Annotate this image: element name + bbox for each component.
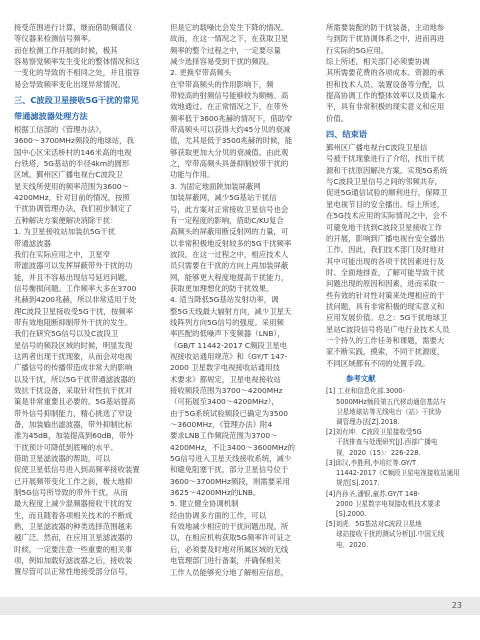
paragraph-line: 信号衡损问题。工作频率大多在3700 bbox=[14, 283, 137, 293]
paragraph-line: 带较高的射频信号能够较为顺畅、高 bbox=[170, 91, 289, 101]
paragraph-line: 促使卫星低信号进入到高频率接收装置 bbox=[14, 465, 140, 475]
paragraph-line: 容易察觉频率发生变化的整体情况和这 bbox=[14, 57, 140, 67]
paragraph-line: 频率低于3600兆赫的情况下，借助窄 bbox=[170, 113, 293, 123]
paragraph-line: 扰问题，具有非常积极的现实意义和 bbox=[326, 301, 445, 311]
paragraph-line: 能，并且不容易出现信号延迟问题， bbox=[14, 272, 133, 282]
paragraph-line: 但是它的载噪比会发生下降的情况。 bbox=[170, 23, 289, 32]
footer-bar bbox=[0, 597, 480, 615]
paragraph-line: 和避免阻塞干扰，部分卫星信号位于 bbox=[170, 465, 289, 475]
paragraph-line: 鄞州区广播电视台C波段卫星信 bbox=[326, 143, 428, 153]
paragraph-line: 已开展频带变化工作之前，极大地抑 bbox=[14, 476, 133, 486]
paragraph-line: 些有效的针对性对策来处理相应的干 bbox=[326, 290, 445, 300]
paragraph-line: 频率的整个过程之中，一定要尽量 bbox=[170, 45, 281, 55]
paragraph-line: 星电视节目的安全播出。综上所述， bbox=[326, 199, 445, 209]
paragraph-line: 担和技术人员、装置设备等分配，以 bbox=[326, 79, 445, 89]
paragraph-line: ～3600MHz，《管理办法》附4 bbox=[170, 420, 273, 430]
paragraph-line: 问题出现的原因和因素，进而采取一 bbox=[326, 279, 445, 289]
paragraph-line: （可拓展至3400～4200MHz）， bbox=[170, 397, 279, 407]
paragraph-line: 带通滤波器 bbox=[14, 238, 51, 248]
reference-line: [3]邱汉,李胜利,李培红等.GY/T bbox=[326, 458, 417, 467]
paragraph-line: 号，此方案对正常接收卫星信号也会 bbox=[170, 204, 289, 214]
reference-line: 电．2020. bbox=[336, 540, 369, 549]
paragraph-line: 促进5G通信试验的顺利进行，保障卫 bbox=[326, 188, 448, 198]
paragraph-line: 干扰预计可降低到底噪的水平。 bbox=[14, 442, 118, 452]
reference-line: [4]肖孙圣,潘银,童苏.GY/T 148- bbox=[326, 489, 420, 498]
paragraph-line: 带高频头可以获得大约45分贝的衰减 bbox=[170, 125, 291, 135]
reference-line: 卫星地球站等无线电台（站）干扰协 bbox=[336, 407, 442, 416]
paragraph-line: 五种解决方案便解决消除干扰： bbox=[14, 215, 118, 225]
paragraph-line: 时、全面地排查，了解可能导致干扰 bbox=[326, 267, 445, 277]
paragraph-line: 借助卫星滤波器的帮助，可以 bbox=[14, 454, 111, 464]
paragraph-line: 以，在相应机构获取5G频率许可证之 bbox=[170, 533, 292, 543]
paragraph-line: 时候，一定要注意一些重要的相关事 bbox=[14, 544, 133, 554]
paragraph-line: 以及干扰，所以5G干扰带通滤波器的 bbox=[14, 374, 136, 384]
paragraph-line: 在5G技术应用的实际情况之中，会不 bbox=[326, 211, 448, 221]
paragraph-line: 功能与作用。 bbox=[170, 170, 215, 180]
paragraph-line: 干扰协调管理办法，我们初步制定了 bbox=[14, 204, 133, 214]
section-heading: 四、结束语 bbox=[326, 129, 367, 140]
paragraph-line: 一个持久的工作任务和课题，需要大 bbox=[326, 335, 445, 345]
paragraph-line: 台铁塔，5G基站的半径4km的圆形 bbox=[14, 159, 130, 169]
paragraph-line: 术要求》都规定，卫星电视接收站 bbox=[170, 374, 281, 384]
paragraph-line: 源和干扰原因解决方案。实现5G系统 bbox=[326, 165, 448, 175]
reference-line: 规范[S].2017. bbox=[336, 479, 380, 488]
paragraph-line: 带滤波器可以发挥屏蔽带外干扰的功 bbox=[14, 261, 133, 271]
reference-line: 视．2020（15）：226-228. bbox=[336, 448, 421, 457]
paragraph-line: 置尽管可以正常性地接受部分信号， bbox=[14, 567, 133, 577]
paragraph-line: 在窄带高频头的作用影响下，频 bbox=[170, 79, 274, 89]
paragraph-line: 3625～4200MHz的LNB。 bbox=[170, 488, 261, 498]
paragraph-line: 效地通过。在正常情况之下，在带外 bbox=[170, 102, 289, 112]
paragraph-line: 线阵列方向5G信号的强度。采用频 bbox=[170, 317, 284, 327]
paragraph-line: 越广泛。然而，在应用卫星滤波器的 bbox=[14, 533, 133, 543]
paragraph-line: 所需要装配的防干扰装备，主动地参 bbox=[326, 23, 445, 32]
reference-line: [1] 工业和信息化部.3000- bbox=[326, 387, 405, 396]
paragraph-line: 根据工信部的《管理办法》， bbox=[14, 125, 107, 135]
paragraph-line: 要求LNB工作频段范围为3700～ bbox=[170, 431, 278, 441]
paragraph-line: 家不断实践，摸索，不同干扰源度， bbox=[326, 347, 445, 357]
paragraph-line: 3600～3700MHz频段的地球站，我 bbox=[14, 136, 134, 146]
paragraph-line: 效抗干扰设备，采取针对性抗干扰对 bbox=[14, 385, 133, 395]
paragraph-line: 《GB/T 11442-2017 C频段卫星电 bbox=[170, 340, 287, 350]
paragraph-line: 理C波段卫星接收受5G干扰，按频率 bbox=[14, 306, 134, 316]
paragraph-line: 后，必须要及时地对所属区域的无线 bbox=[170, 544, 289, 554]
reference-line: 5000MHz频段第五代移动通信基站与 bbox=[336, 397, 447, 406]
reference-line: [5]刘虎．5G基站对C波段卫星地 bbox=[326, 520, 422, 529]
paragraph-line: 一变化的导致的不相同之处，并且很容 bbox=[14, 68, 140, 78]
paragraph-line: 项，例如加载好滤波器之后，接收装 bbox=[14, 556, 133, 566]
paragraph-line: 4. 适当降低5G基站发射功率，调 bbox=[170, 295, 279, 305]
paragraph-line: 的开展，影响到广播电视台安全播出 bbox=[326, 233, 445, 243]
paragraph-line: 可避免地干扰到C波段卫星接收工作 bbox=[326, 222, 443, 232]
section-heading: 带通滤波器处理方法 bbox=[14, 111, 88, 122]
paragraph-line: 我们在实际应用之中，卫星窄 bbox=[14, 249, 111, 259]
paragraph-line: 备，加装输出滤波器，带外抑制比标 bbox=[14, 420, 133, 429]
paragraph-line: 电管理部门进行备案，并确保相关 bbox=[170, 556, 281, 566]
paragraph-line: 带外信号抑制能力，精心挑选了窄设 bbox=[14, 408, 133, 418]
paragraph-line: 生，而且随着各项相关技术的不断成 bbox=[14, 510, 133, 520]
paragraph-line: 星天线所使用的频率范围为3600～ bbox=[14, 181, 129, 191]
paragraph-line: 我们在研究5G信号以及C波段卫 bbox=[14, 329, 119, 339]
paragraph-line: 而在检测工作开展的时候，极其 bbox=[14, 45, 118, 55]
paragraph-line: 广播信号的传播带造成非常大的影响 bbox=[14, 363, 133, 373]
paragraph-line: 兆赫到4200兆赫，所以非常适用于处 bbox=[14, 295, 137, 305]
reference-line: 球站接收干扰的测试分析[J].中国无线 bbox=[336, 530, 445, 539]
paragraph-line: 4200MHz，针对目前的情况，按照 bbox=[14, 193, 130, 203]
paragraph-line: 5G信号进入卫星天线接收系统，减少 bbox=[170, 454, 292, 464]
paragraph-line: 之，窄带高频头具备抑制较带干扰的 bbox=[170, 159, 289, 169]
paragraph-line: 视接收站通用规范》和《GY/T 147- bbox=[170, 351, 288, 361]
reference-line: 调管理办法[Z].2018. bbox=[336, 418, 400, 427]
paragraph-line: 减少选择容易受到干扰的频段。 bbox=[170, 57, 274, 67]
paragraph-line: 获取更加理想化的防干扰效果。 bbox=[170, 283, 274, 293]
paragraph-line: 制5G信号所导致的带外干扰，从而 bbox=[14, 488, 128, 498]
paragraph-line: 5. 建立健全协调机制 bbox=[170, 499, 239, 509]
paragraph-line: 最大程度上减少混频器接收干扰的发 bbox=[14, 499, 133, 509]
paragraph-line: 接收频段范围为3700～4200MHz bbox=[170, 386, 283, 395]
paragraph-line: 号被干扰现象进行了介绍，找出干扰 bbox=[326, 154, 445, 164]
paragraph-line: 应用发展价值。总之：5G干扰地球卫 bbox=[326, 313, 448, 323]
column-right bbox=[326, 22, 469, 550]
paragraph-line: 工作。因此，我们技术部门及时地对 bbox=[326, 245, 445, 255]
paragraph-line: 有一定程度的影响，借助C/KU复合 bbox=[170, 215, 284, 225]
paragraph-line: 员只需要在干扰的方向上再加装屏蔽 bbox=[170, 261, 289, 271]
reference-line: 2000 卫星数字电视接收机技术要求 bbox=[336, 499, 441, 508]
reference-line: 干扰排查与处理研究[J].西部广播电 bbox=[336, 438, 438, 447]
paragraph-line: 区域。鄞州区广播电视台C波段卫 bbox=[14, 170, 123, 180]
paragraph-line: 高频头的屏蔽用断反射网的力量，可 bbox=[170, 227, 289, 237]
references-heading: 参考文献 bbox=[346, 373, 376, 383]
paragraph-line: 不同区域都有不同的处置手段。 bbox=[326, 358, 430, 368]
reference-line: [S].2000. bbox=[336, 509, 367, 518]
paragraph-line: 星信号的频段区域的时候，明显发现 bbox=[14, 340, 133, 350]
paragraph-line: 行实际的5G应用。 bbox=[326, 45, 389, 55]
paragraph-line: 网，能够更大程度地提高干扰能力， bbox=[170, 272, 289, 282]
section-heading: 三、C波段卫星接收5G干扰的常见 bbox=[14, 95, 139, 106]
column-middle bbox=[170, 22, 313, 578]
paragraph-line: 1. 为卫星接收站加装抗5G干扰 bbox=[14, 227, 116, 237]
paragraph-line: 经由协调多方面的工作，可以 bbox=[170, 510, 267, 520]
paragraph-line: 4200MHz，不让3400～3600MHz的 bbox=[170, 442, 296, 452]
reference-line: 11442-2017《C频段卫星电视接收站通用 bbox=[336, 469, 460, 478]
paragraph-line: 提高协调工作的整体效率以及质量水 bbox=[326, 91, 445, 101]
reference-line: [2]刘有坤．C波段卫星接收受5G bbox=[326, 428, 422, 437]
paragraph-line: 加装屏蔽网，减少5G基站干扰信 bbox=[170, 193, 277, 203]
paragraph-line: 3. 为固定地面陕加装屏蔽网 bbox=[170, 181, 261, 191]
paragraph-line: 星站C波段信号将是广电行业技术人员 bbox=[326, 324, 450, 334]
paragraph-line: 综上所述，相关部门必须要协调 bbox=[326, 57, 430, 67]
paragraph-line: 其所需要花费的各项成本、资源的承 bbox=[326, 68, 445, 78]
paragraph-line: 与C波段卫星信号之间的邻频共存， bbox=[326, 177, 443, 187]
paragraph-line: 带有效地阻断抑制带外干扰的发生。 bbox=[14, 317, 133, 327]
column-left bbox=[14, 22, 157, 578]
paragraph-line: 平，具有非常积极的现实意义和应用 bbox=[326, 102, 445, 112]
paragraph-line: 等仪器来检测信号频率。 bbox=[14, 34, 96, 44]
paragraph-line: 2000 卫星数字电视接收站通用技 bbox=[170, 363, 280, 373]
paragraph-line: 整5G天线最大辐射方向，减少卫星天 bbox=[170, 306, 292, 316]
paragraph-line: 易会导致频率变化出现异常情况。 bbox=[14, 79, 125, 89]
paragraph-line: 策是非常重要且必要的。5G基站提高 bbox=[14, 397, 136, 407]
paragraph-line: 值，尤其是低于3500兆赫的时候，能 bbox=[170, 136, 293, 146]
paragraph-line: 3600～3700MHz频段，则需要采用 bbox=[170, 476, 290, 486]
paragraph-line: 由于5G系统试验频段已确定为3500 bbox=[170, 408, 288, 418]
paragraph-line: 准为45dB，加装提高到60dB，带外 bbox=[14, 431, 134, 441]
paragraph-line: 2. 更换窄带高频头 bbox=[170, 68, 232, 78]
paragraph-line: 率匹配的低噪声下变频器（LNB）， bbox=[170, 329, 285, 339]
paragraph-line: 故而，在这一情况之下，在获取卫星 bbox=[170, 34, 289, 44]
paragraph-line: 接受范围进行计算，继而借助频谱仪 bbox=[14, 23, 133, 32]
paragraph-line: 其中可能出现的各项干扰因素进行及 bbox=[326, 256, 445, 266]
paragraph-line: 有效地减少相应的干扰问题出现。所 bbox=[170, 522, 289, 532]
paragraph-line: 价值。 bbox=[326, 113, 349, 123]
paragraph-line: 工作人员能够充分地了解相应信息， bbox=[170, 567, 289, 577]
paragraph-line: 以非常积极地反射较多的5G干扰频率 bbox=[170, 238, 292, 248]
paragraph-line: 波段。在这一过程之中，相应技术人 bbox=[170, 249, 289, 259]
page-number: 23 bbox=[451, 601, 462, 610]
paragraph-line: 国中心区宋活桥村的146米高的电视 bbox=[14, 147, 132, 157]
paragraph-line: 与到防干扰协调体系之中，进而再进 bbox=[326, 34, 445, 44]
paragraph-line: 够获取更加大分贝的衰减值。由此观 bbox=[170, 147, 289, 157]
paragraph-line: 熟，卫星滤波器的种类选择范围越来 bbox=[14, 522, 133, 532]
paragraph-line: 这两者出现干扰现象，从而会对电视 bbox=[14, 351, 133, 361]
